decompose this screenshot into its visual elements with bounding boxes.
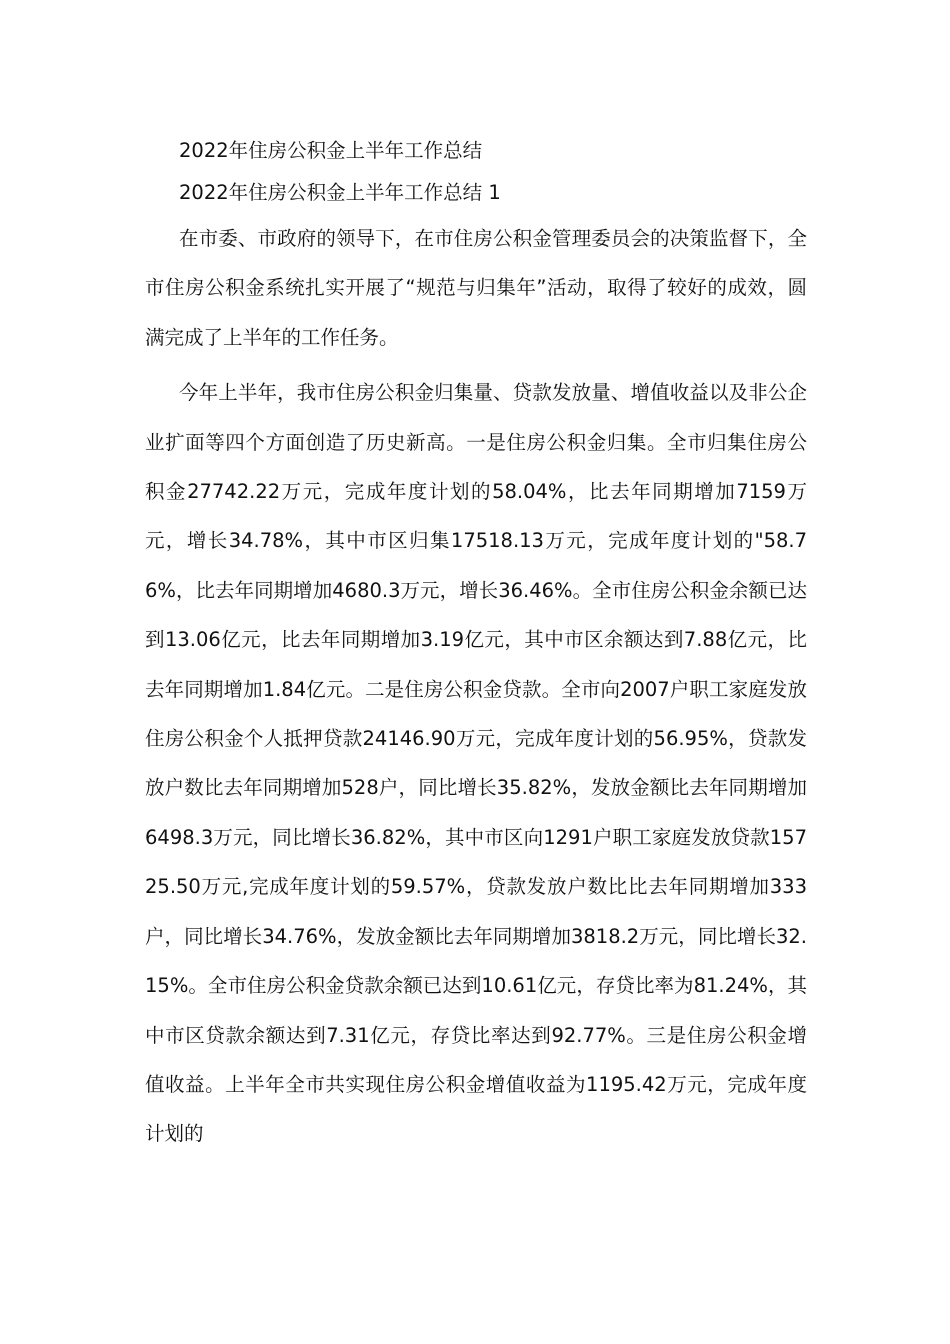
document-subtitle: 2022年住房公积金上半年工作总结 1	[179, 181, 501, 204]
paragraph-summary: 今年上半年，我市住房公积金归集量、贷款发放量、增值收益以及非公企业扩面等四个方面创造了历史新高。一是住房公积金归集。全市归集住房公积金27742.22万元，完成年度计划的58.04%，比去年同期增加7159万元，增长34.78%，其中市区归集17518.13万元，完成年度计划的"58.76%，比去年同期增加4680.3万元，增长36.46%。全市住房公积金余额已达到13.06亿元，比去年同期增加3.19亿元，其中市区余额达到7.88亿元，比去年同期增加1.84亿元。二是住房公积金贷款。全市向2007户职工家庭发放住房公积金个人抵押贷款24146.90万元，完成年度计划的56.95%，贷款发放户数比去年同期增加528户，同比增长35.82%，发放金额比去年同期增加6498.3万元，同比增长36.82%，其中市区向1291户职工家庭发放贷款15725.50万元,完成年度计划的59.57%，贷款发放户数比比去年同期增加333户，同比增长34.76%，发放金额比去年同期增加3818.2万元，同比增长32.15%。全市住房公积金贷款余额已达到10.61亿元，存贷比率为81.24%，其中市区贷款余额达到7.31亿元，存贷比率达到92.77%。三是住房公积金增值收益。上半年全市共实现住房公积金增值收益为1195.42万元，完成年度计划的	[145, 381, 807, 1146]
document-body	[145, 130, 807, 1159]
document-title: 2022年住房公积金上半年工作总结	[179, 139, 483, 162]
paragraph-intro: 在市委、市政府的领导下，在市住房公积金管理委员会的决策监督下，全市住房公积金系统扎实开展了“规范与归集年”活动，取得了较好的成效，圆满完成了上半年的工作任务。	[145, 227, 807, 349]
